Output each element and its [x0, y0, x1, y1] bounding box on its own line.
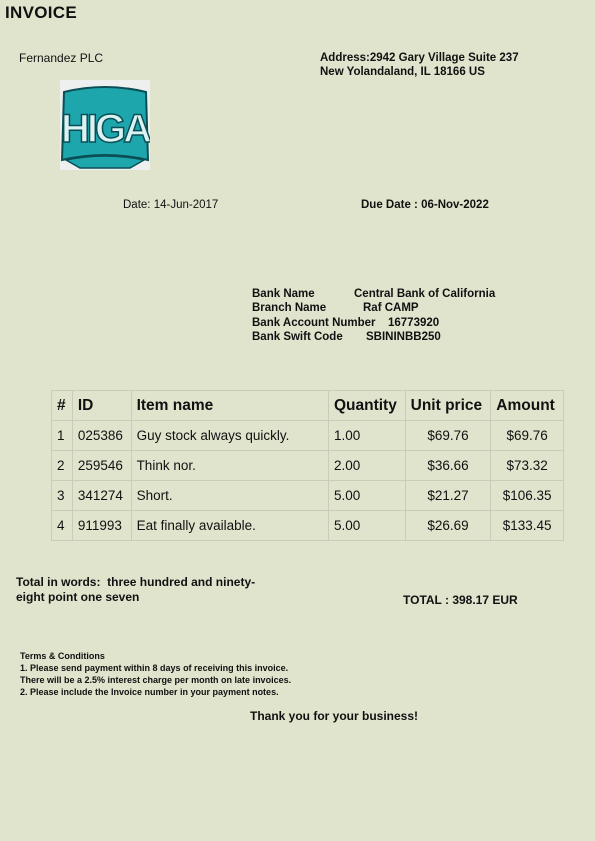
row-amount: $69.76 — [491, 421, 564, 451]
row-item-name: Eat finally available. — [131, 511, 328, 541]
terms-heading: Terms & Conditions — [20, 651, 105, 661]
account-number-value: 16773920 — [388, 316, 440, 329]
row-amount: $106.35 — [491, 481, 564, 511]
table-row — [52, 511, 564, 541]
table-row — [52, 421, 564, 451]
total-words-label: Total in words: — [16, 575, 101, 589]
header-id: ID — [72, 391, 131, 421]
header-number: # — [52, 391, 73, 421]
row-number: 1 — [52, 421, 73, 451]
terms-line-1: 1. Please send payment within 8 days of receiving this invoice. — [20, 663, 289, 673]
bank-name-value: Central Bank of California — [354, 288, 496, 300]
logo-lettering: HIGA — [61, 107, 149, 151]
due-date — [361, 199, 489, 211]
logo-graphic — [60, 80, 150, 170]
row-item-name: Guy stock always quickly. — [131, 421, 328, 451]
terms-and-conditions — [20, 650, 291, 698]
terms-line-2: There will be a 2.5% interest charge per month on late invoices. — [20, 675, 292, 685]
swift-code-row — [252, 330, 495, 344]
bank-name-row — [252, 287, 495, 301]
bank-name-label: Bank Name — [252, 288, 315, 300]
row-unit-price: $36.66 — [405, 451, 491, 481]
row-id: 259546 — [72, 451, 131, 481]
row-amount: $73.32 — [491, 451, 564, 481]
row-id: 911993 — [72, 511, 131, 541]
row-unit-price: $21.27 — [405, 481, 491, 511]
row-item-name: Think nor. — [131, 451, 328, 481]
row-quantity: 1.00 — [328, 421, 405, 451]
row-quantity: 5.00 — [328, 511, 405, 541]
terms-line-3: 2. Please include the Invoice number in your payment notes. — [20, 687, 279, 697]
row-number: 3 — [52, 481, 73, 511]
row-unit-price: $26.69 — [405, 511, 491, 541]
row-id: 025386 — [72, 421, 131, 451]
date-label: Date: — [123, 199, 151, 211]
seller-address — [320, 51, 519, 79]
row-id: 341274 — [72, 481, 131, 511]
date-value: 14-Jun-2017 — [153, 199, 219, 211]
swift-code-value: SBININBB250 — [366, 330, 441, 343]
company-logo — [60, 80, 150, 170]
row-unit-price: $69.76 — [405, 421, 491, 451]
row-quantity: 5.00 — [328, 481, 405, 511]
row-quantity: 2.00 — [328, 451, 405, 481]
swift-code-label: Bank Swift Code — [252, 330, 343, 343]
due-date-value: 06-Nov-2022 — [421, 199, 489, 211]
due-date-label: Due Date : — [361, 199, 418, 211]
row-number: 2 — [52, 451, 73, 481]
invoice-date — [123, 199, 218, 211]
table-row — [52, 481, 564, 511]
table-row — [52, 451, 564, 481]
row-item-name: Short. — [131, 481, 328, 511]
items-table — [51, 390, 564, 541]
header-item-name: Item name — [131, 391, 328, 421]
bank-details — [252, 287, 495, 344]
header-quantity: Quantity — [328, 391, 405, 421]
branch-name-row — [252, 301, 495, 315]
table-header-row — [52, 391, 564, 421]
invoice-total: TOTAL : 398.17 EUR — [403, 593, 518, 607]
thank-you-note: Thank you for your business! — [250, 709, 419, 723]
row-number: 4 — [52, 511, 73, 541]
address-line-1: Address:2942 Gary Village Suite 237 — [320, 52, 519, 64]
total-words-value: three hundred and ninety-eight point one seven — [16, 575, 256, 604]
header-unit-price: Unit price — [405, 391, 491, 421]
branch-name-label: Branch Name — [252, 302, 327, 315]
address-line-2: New Yolandaland, IL 18166 US — [320, 66, 485, 78]
account-number-row — [252, 316, 495, 330]
header-amount: Amount — [491, 391, 564, 421]
invoice-title: INVOICE — [5, 3, 78, 22]
account-number-label: Bank Account Number — [252, 316, 376, 329]
row-amount: $133.45 — [491, 511, 564, 541]
branch-name-value: Raf CAMP — [363, 302, 419, 315]
total-in-words — [16, 575, 261, 605]
company-name: Fernandez PLC — [19, 51, 104, 65]
